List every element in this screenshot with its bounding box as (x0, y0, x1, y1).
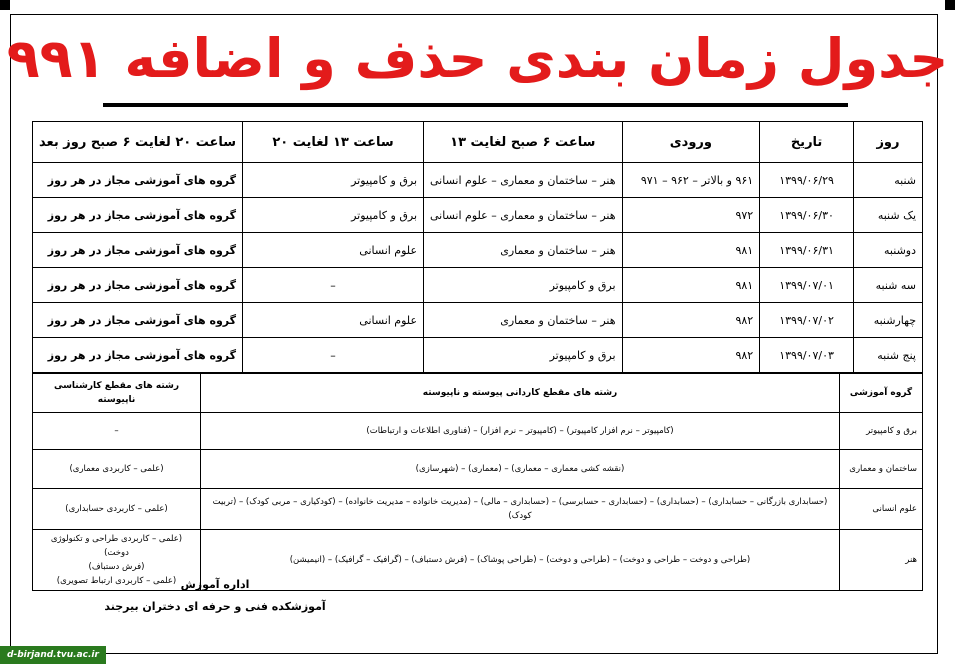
group-cell: برق و کامپیوتر (840, 413, 923, 450)
entry-cell: ۹۸۲ (622, 338, 760, 373)
footer-line-1: اداره آموزش (180, 578, 250, 591)
group-cell: علوم انسانی (840, 489, 923, 530)
date-cell: ۱۳۹۹/۰۶/۲۹ (760, 163, 854, 198)
group-cell: هنر (840, 530, 923, 591)
slot-3-cell: گروه های آموزشی مجاز در هر روز (33, 163, 243, 198)
slot-2-cell: برق و کامپیوتر (243, 163, 424, 198)
schedule-row (33, 338, 923, 373)
schedule-table (32, 121, 923, 373)
header-slot-1: ساعت ۶ صبح لغایت ۱۳ (424, 122, 623, 163)
slot-1-cell: هنر – ساختمان و معماری – علوم انسانی (424, 163, 623, 198)
title-underline (103, 103, 848, 107)
bachelor-cell (33, 450, 201, 489)
schedule-row (33, 233, 923, 268)
date-cell: ۱۳۹۹/۰۶/۳۱ (760, 233, 854, 268)
slot-3-cell: گروه های آموزشی مجاز در هر روز (33, 233, 243, 268)
bachelor-item: (علمی – کاربردی حسابداری) (65, 504, 168, 514)
header-slot-3: ساعت ۲۰ لغایت ۶ صبح روز بعد (33, 122, 243, 163)
day-cell: سه شنبه (853, 268, 922, 303)
slot-1-cell: هنر – ساختمان و معماری (424, 233, 623, 268)
slot-3-cell: گروه های آموزشی مجاز در هر روز (33, 268, 243, 303)
day-cell: یک شنبه (853, 198, 922, 233)
slot-1-cell: هنر – ساختمان و معماری (424, 303, 623, 338)
bachelor-cell (33, 413, 201, 450)
date-cell: ۱۳۹۹/۰۷/۰۱ (760, 268, 854, 303)
day-cell: پنج شنبه (853, 338, 922, 373)
slot-1-cell: برق و کامپیوتر (424, 338, 623, 373)
day-cell: شنبه (853, 163, 922, 198)
schedule-row (33, 163, 923, 198)
associate-cell: (حسابداری بازرگانی – حسابداری) – (حسابداری) – (حسابداری – حسابرسی) – (حسابداری – مالی) – (مدیریت خانواده – مدیریت خانواده) – (کودکیاری – مربی کودک) – (تربیت کودک) (201, 489, 840, 530)
schedule-row (33, 198, 923, 233)
fields-row (33, 413, 923, 450)
header-group: گروه آموزشی (840, 374, 923, 413)
schedule-header-row (33, 122, 923, 163)
entry-cell: ۹۶۱ و بالاتر – ۹۶۲ – ۹۷۱ (622, 163, 760, 198)
schedule-row (33, 268, 923, 303)
fields-row (33, 450, 923, 489)
page-title: جدول زمان بندی حذف و اضافه ۹۹۱ (6, 27, 949, 90)
entry-cell: ۹۷۲ (622, 198, 760, 233)
corner-mark (0, 0, 10, 10)
day-cell: چهارشنبه (853, 303, 922, 338)
slot-1-cell: برق و کامپیوتر (424, 268, 623, 303)
header-bachelor: رشته های مقطع کارشناسی ناپیوسته (33, 374, 201, 413)
slot-3-cell: گروه های آموزشی مجاز در هر روز (33, 303, 243, 338)
bachelor-cell (33, 489, 201, 530)
fields-table (32, 373, 923, 591)
bachelor-item: (فرش دستباف) (88, 562, 145, 572)
header-day: روز (853, 122, 922, 163)
slot-3-cell: گروه های آموزشی مجاز در هر روز (33, 338, 243, 373)
associate-cell: (طراحی و دوخت – طراحی و دوخت) – (طراحی و دوخت) – (طراحی پوشاک) – (فرش دستباف) – (گرافیک – گرافیک) – (انیمیشن) (201, 530, 840, 591)
date-cell: ۱۳۹۹/۰۷/۰۲ (760, 303, 854, 338)
header-associate: رشته های مقطع کاردانی پیوسته و ناپیوسته (201, 374, 840, 413)
day-cell: دوشنبه (853, 233, 922, 268)
slot-1-cell: هنر – ساختمان و معماری – علوم انسانی (424, 198, 623, 233)
schedule-row (33, 303, 923, 338)
date-cell: ۱۳۹۹/۰۷/۰۳ (760, 338, 854, 373)
entry-cell: ۹۸۱ (622, 233, 760, 268)
bachelor-item: (علمی – کاربردی طراحی و تکنولوژی دوخت) (50, 534, 183, 558)
date-cell: ۱۳۹۹/۰۶/۳۰ (760, 198, 854, 233)
slot-3-cell: گروه های آموزشی مجاز در هر روز (33, 198, 243, 233)
header-date: تاریخ (760, 122, 854, 163)
site-url-badge[interactable]: d-birjand.tvu.ac.ir (0, 646, 106, 664)
slot-2-cell: – (243, 338, 424, 373)
footer-signature (100, 574, 330, 618)
associate-cell: (کامپیوتر – نرم افزار کامپیوتر) – (کامپیوتر – نرم افزار) – (فناوری اطلاعات و ارتباطات) (201, 413, 840, 450)
fields-header-row (33, 374, 923, 413)
associate-cell: (نقشه کشی معماری – معماری) – (معماری) – (شهرسازی) (201, 450, 840, 489)
bachelor-item: (علمی – کاربردی ارتباط تصویری) (56, 576, 177, 586)
slot-2-cell: برق و کامپیوتر (243, 198, 424, 233)
header-slot-2: ساعت ۱۳ لغایت ۲۰ (243, 122, 424, 163)
entry-cell: ۹۸۱ (622, 268, 760, 303)
footer-line-2: آموزشکده فنی و حرفه ای دختران بیرجند (104, 600, 326, 613)
header-entry: ورودی (622, 122, 760, 163)
entry-cell: ۹۸۲ (622, 303, 760, 338)
bachelor-item: – (114, 426, 119, 436)
group-cell: ساختمان و معماری (840, 450, 923, 489)
slot-2-cell: – (243, 268, 424, 303)
corner-mark (945, 0, 955, 10)
page-title-wrap (0, 24, 955, 98)
bachelor-item: (علمی – کاربردی معماری) (69, 464, 164, 474)
fields-row (33, 489, 923, 530)
slot-2-cell: علوم انسانی (243, 303, 424, 338)
slot-2-cell: علوم انسانی (243, 233, 424, 268)
